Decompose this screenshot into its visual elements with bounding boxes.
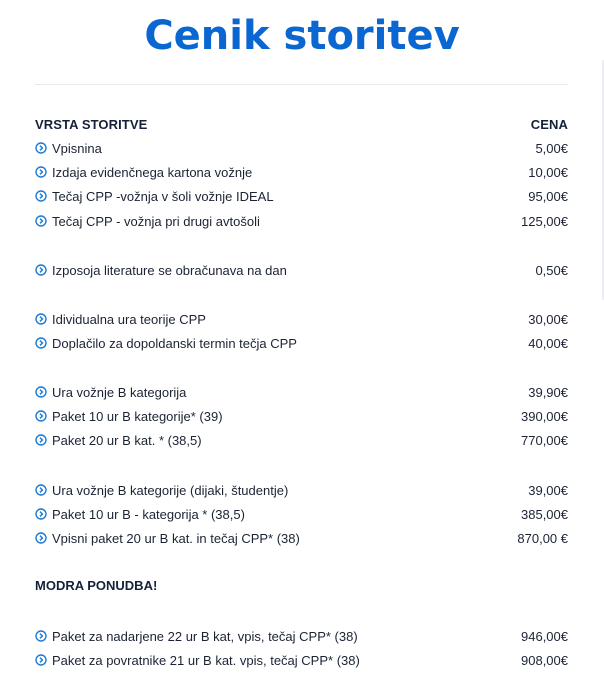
row-price: 40,00€ [528,335,568,351]
row-price: 39,00€ [528,482,568,498]
row-label: Tečaj CPP -vožnja v šoli vožnje IDEAL [52,188,274,204]
chevron-circle-right-icon [35,386,47,398]
price-row [35,137,568,159]
price-row [35,185,568,207]
header-price: CENA [530,116,568,132]
chevron-circle-right-icon [35,434,47,446]
chevron-circle-right-icon [35,508,47,520]
chevron-circle-right-icon [35,215,47,227]
chevron-circle-right-icon [35,264,47,276]
row-label: Izdaja evidenčnega kartona vožnje [52,164,253,180]
chevron-circle-right-icon [35,654,47,666]
row-price: 10,00€ [528,164,568,180]
row-price: 946,00€ [521,628,568,644]
row-label: Ura vožnje B kategorije (dijaki, študentje) [52,482,289,498]
row-price: 770,00€ [521,432,568,448]
row-label: Paket 20 ur B kat. * (38,5) [52,432,202,448]
row-label: Idividualna ura teorije CPP [52,311,206,327]
price-row [35,308,568,330]
row-label: Paket 10 ur B kategorije* (39) [52,408,223,424]
chevron-circle-right-icon [35,484,47,496]
price-row [35,161,568,183]
row-label: Izposoja literature se obračunava na dan [52,262,287,278]
price-row [35,381,568,403]
row-price: 30,00€ [528,311,568,327]
chevron-circle-right-icon [35,313,47,325]
price-row [35,625,568,647]
chevron-circle-right-icon [35,532,47,544]
row-label: Vpisnina [52,140,102,156]
page-title: Cenik storitev [144,13,460,59]
chevron-circle-right-icon [35,630,47,642]
row-price: 390,00€ [521,408,568,424]
row-price: 385,00€ [521,506,568,522]
row-label: Vpisni paket 20 ur B kat. in tečaj CPP* (38) [52,530,300,546]
row-label: Ura vožnje B kategorija [52,384,187,400]
table-header [35,114,568,134]
chevron-circle-right-icon [35,190,47,202]
row-label: Paket za nadarjene 22 ur B kat, vpis, tečaj CPP* (38) [52,628,358,644]
row-label: Doplačilo za dopoldanski termin tečja CPP [52,335,297,351]
row-price: 95,00€ [528,188,568,204]
divider [35,84,568,85]
price-row [35,332,568,354]
chevron-circle-right-icon [35,166,47,178]
chevron-circle-right-icon [35,142,47,154]
price-row [35,259,568,281]
row-price: 870,00 € [517,530,568,546]
price-row [35,479,568,501]
price-row [35,405,568,427]
chevron-circle-right-icon [35,337,47,349]
chevron-circle-right-icon [35,410,47,422]
row-price: 0,50€ [535,262,568,278]
section-title-modra: MODRA PONUDBA! [35,578,158,593]
row-label: Tečaj CPP - vožnja pri drugi avtošoli [52,213,260,229]
row-price: 908,00€ [521,652,568,668]
row-price: 5,00€ [535,140,568,156]
price-row [35,429,568,451]
price-row [35,649,568,671]
price-row [35,210,568,232]
price-row [35,527,568,549]
row-label: Paket 10 ur B - kategorija * (38,5) [52,506,245,522]
price-row [35,503,568,525]
row-label: Paket za povratnike 21 ur B kat. vpis, tečaj CPP* (38) [52,652,360,668]
header-service: VRSTA STORITVE [35,116,148,132]
row-price: 39,90€ [528,384,568,400]
row-price: 125,00€ [521,213,568,229]
